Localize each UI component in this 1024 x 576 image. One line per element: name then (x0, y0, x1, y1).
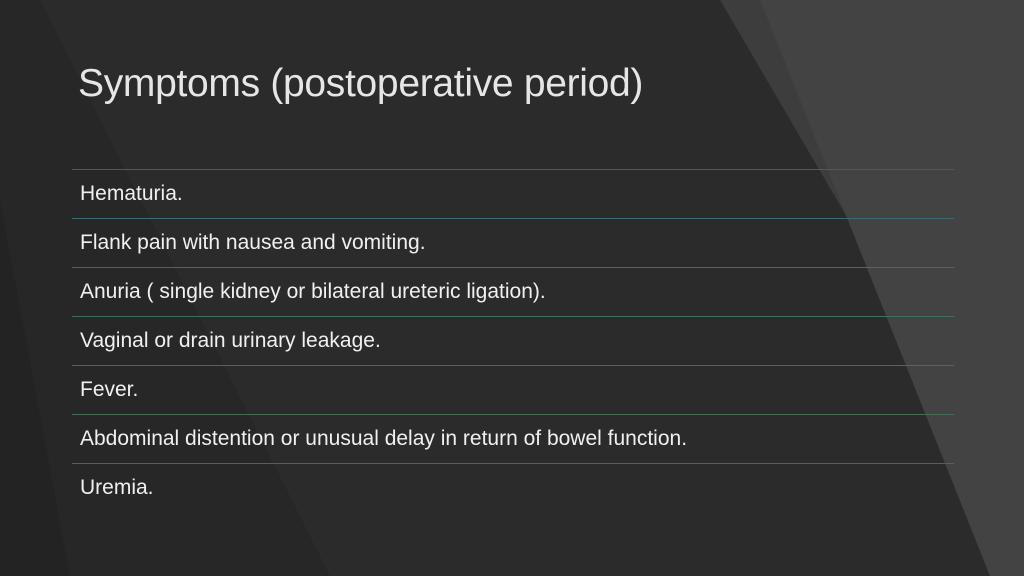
list-item (72, 169, 954, 218)
list-item-text: Fever. (80, 378, 139, 401)
list-item (72, 463, 954, 512)
list-item-text: Hematuria. (80, 182, 183, 205)
symptom-list (72, 169, 954, 512)
list-item (72, 316, 954, 365)
slide-title: Symptoms (postoperative period) (78, 62, 644, 105)
list-item-text: Uremia. (80, 476, 154, 499)
list-item (72, 365, 954, 414)
list-item-text: Vaginal or drain urinary leakage. (80, 329, 381, 352)
list-item (72, 267, 954, 316)
list-item-text: Abdominal distention or unusual delay in return of bowel function. (80, 427, 688, 450)
list-item-text: Flank pain with nausea and vomiting. (80, 231, 426, 254)
list-item (72, 218, 954, 267)
list-item-text: Anuria ( single kidney or bilateral ureteric ligation). (80, 280, 546, 303)
list-item (72, 414, 954, 463)
